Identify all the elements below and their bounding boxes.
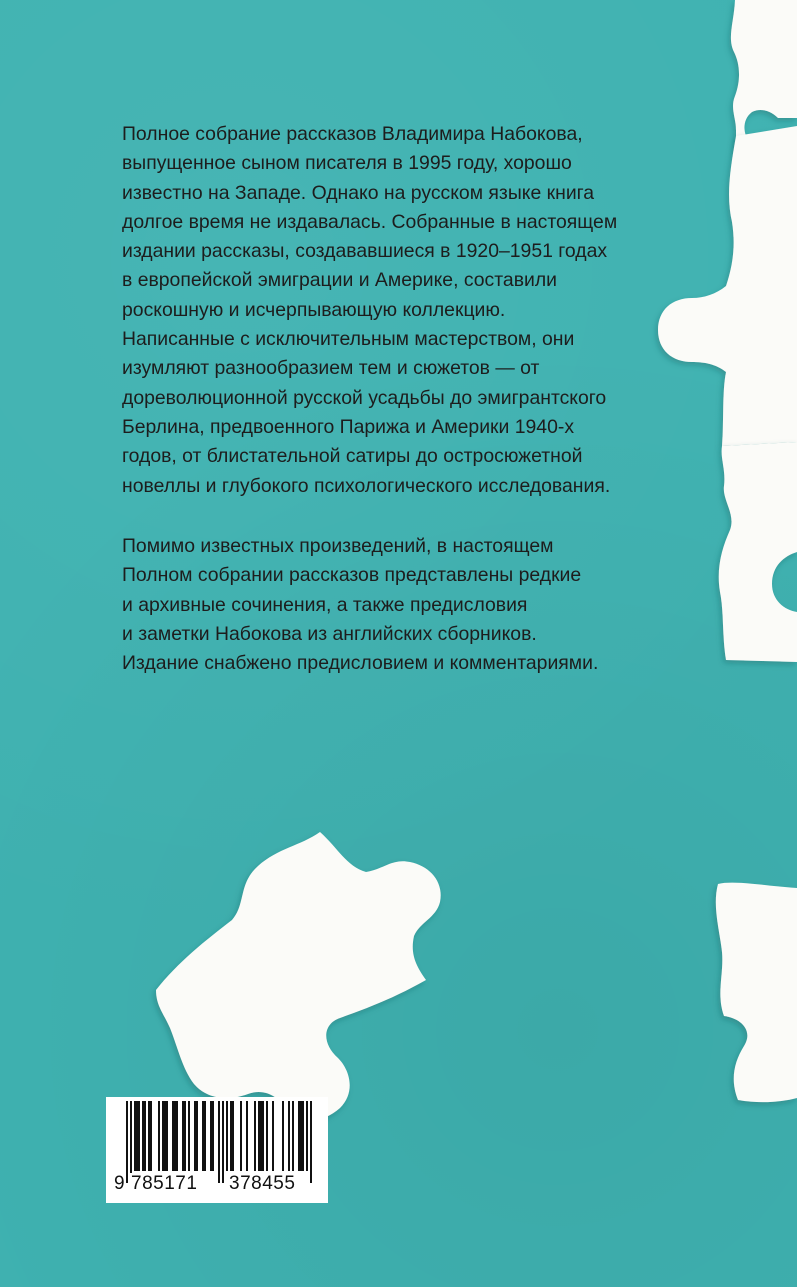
description-line: изумляют разнообразием тем и сюжетов — от bbox=[122, 357, 540, 380]
description-paragraph-1 bbox=[122, 120, 682, 501]
description-line: долгое время не издавалась. Собранные в настоящем bbox=[122, 210, 618, 233]
description-line: новеллы и глубокого психологического исследования. bbox=[122, 474, 611, 497]
description-line: и заметки Набокова из английских сборников. bbox=[122, 622, 537, 645]
barcode-digit-lead: 9 bbox=[114, 1173, 126, 1194]
barcode-digits-left: 785171 bbox=[131, 1173, 198, 1194]
description-paragraph-2 bbox=[122, 532, 682, 678]
puzzle-piece-icon bbox=[719, 442, 797, 662]
puzzle-piece-icon bbox=[156, 832, 441, 1120]
description-line: Помимо известных произведений, в настоящем bbox=[122, 535, 554, 557]
puzzle-piece-icon bbox=[716, 883, 797, 1103]
description-line: и архивные сочинения, а также предисловия bbox=[122, 593, 528, 616]
description-line: Полном собрании рассказов представлены редкие bbox=[122, 564, 582, 587]
description-line: роскошную и исчерпывающую коллекцию. bbox=[122, 298, 506, 321]
description-line: в европейской эмиграции и Америке, составили bbox=[122, 269, 557, 292]
description-line: годов, от блистательной сатиры до остросюжетной bbox=[122, 445, 583, 468]
description-line: Берлина, предвоенного Парижа и Америки 1940-х bbox=[122, 415, 575, 438]
isbn-barcode bbox=[106, 1097, 328, 1203]
barcode-digits bbox=[106, 1097, 328, 1203]
description-line: дореволюционной русской усадьбы до эмигрантского bbox=[122, 386, 607, 409]
description-line: Полное собрание рассказов Владимира Набокова, bbox=[122, 123, 583, 145]
description-line: издании рассказы, создававшиеся в 1920–1951 годах bbox=[122, 240, 608, 263]
description-line: Написанные с исключительным мастерством, они bbox=[122, 328, 575, 351]
description-line: известно на Западе. Однако на русском языке книга bbox=[122, 181, 595, 204]
description-line: Издание снабжено предисловием и комментариями. bbox=[122, 652, 599, 675]
barcode-digits-right: 378455 bbox=[229, 1173, 296, 1194]
description-line: выпущенное сыном писателя в 1995 году, хорошо bbox=[122, 152, 572, 175]
